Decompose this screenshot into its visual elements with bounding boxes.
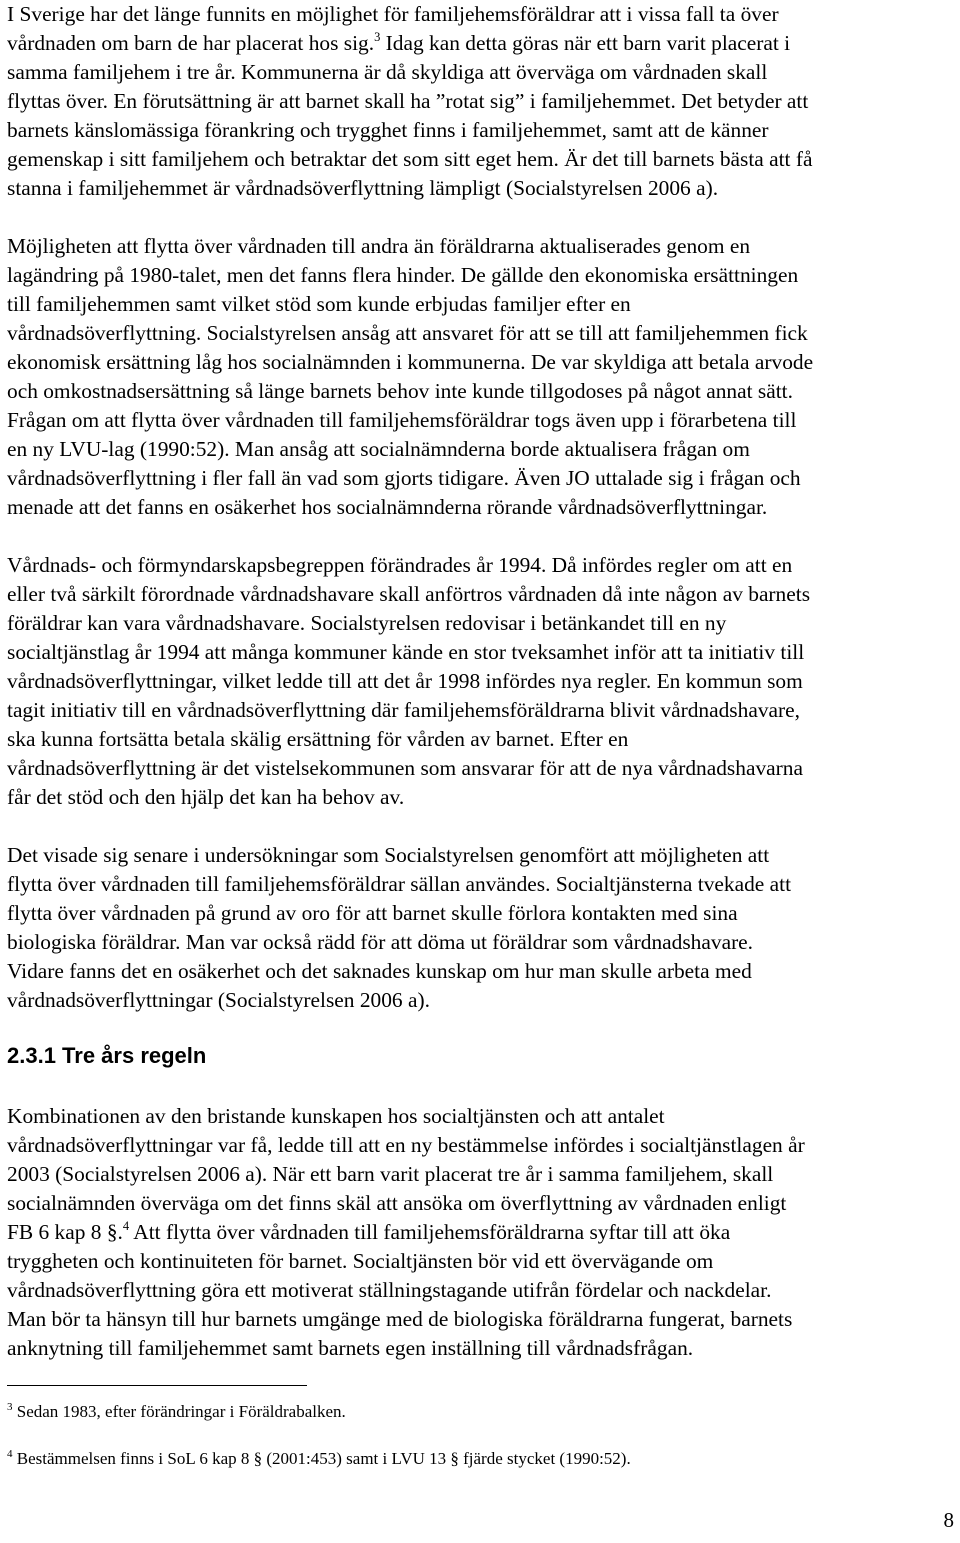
text-line: anknytning till familjehemmet samt barnets egen inställning till vårdnadsfrågan. <box>7 1336 694 1360</box>
text-line: eller två särkilt förordnade vårdnadshavare skall anförtros vårdnaden då inte någon av barnets <box>7 582 811 606</box>
text-line: Frågan om att flytta över vårdnaden till familjehemsföräldrar togs även upp i förarbetena till <box>7 408 797 432</box>
paragraph-3 <box>7 551 955 812</box>
section-paragraph-1 <box>7 1102 955 1363</box>
document-body <box>7 0 955 1015</box>
text-line: flytta över vårdnaden på grund av oro för att barnet skulle förlora kontakten med sina <box>7 901 738 925</box>
text-line: barnets känslomässiga förankring och trygghet finns i familjehemmet, samt att de känner <box>7 118 769 142</box>
text-line: föräldrar kan vara vårdnadshavare. Socialstyrelsen redovisar i betänkandet till en ny <box>7 611 727 635</box>
text-line: och omkostnadsersättning så länge barnets behov inte kunde tillgodoses på något annat sätt. <box>7 379 793 403</box>
text-line <box>7 1218 955 1247</box>
paragraph-2 <box>7 232 955 522</box>
paragraph-4 <box>7 841 955 1015</box>
footnote-text: Bestämmelsen finns i SoL 6 kap 8 § (2001:453) samt i LVU 13 § fjärde stycket (1990:52). <box>12 1449 631 1468</box>
text-line: flyttas över. En förutsättning är att barnet skall ha ”rotat sig” i familjehemmet. Det betyder att <box>7 89 809 113</box>
footnote-number: 3 <box>7 1401 13 1413</box>
paragraph-1 <box>7 0 955 203</box>
footnote-text: Sedan 1983, efter förändringar i Föräldrabalken. <box>12 1402 346 1421</box>
text-line: socialnämnden överväga om det finns skäl att ansöka om överflyttning av vårdnaden enligt <box>7 1191 787 1215</box>
text-line: gemenskap i sitt familjehem och betraktar det som sitt eget hem. Är det till barnets bästa att få <box>7 147 813 171</box>
text-line: Vidare fanns det en osäkerhet och det saknades kunskap om hur man skulle arbeta med <box>7 959 752 983</box>
text-line: tagit initiativ till en vårdnadsöverflyttning där familjehemsföräldrarna blivit vårdnadshavare, <box>7 698 800 722</box>
text-line: vårdnadsöverflyttning är det vistelsekommunen som ansvarar för att de nya vårdnadshavarna <box>7 756 803 780</box>
text-line: lagändring på 1980-talet, men det fanns flera hinder. De gällde den ekonomiska ersättningen <box>7 263 799 287</box>
text-line: flytta över vårdnaden till familjehemsföräldrar sällan användes. Socialtjänsterna tvekade att <box>7 872 792 896</box>
text-segment: Idag kan detta göras när ett barn varit placerat i <box>380 31 791 55</box>
text-line: vårdnadsöverflyttningar, vilket ledde till att det år 1998 infördes nya regler. En kommun som <box>7 669 803 693</box>
text-line: Man bör ta hänsyn till hur barnets umgänge med de biologiska föräldrarna fungerat, barnets <box>7 1307 793 1331</box>
text-line: menade att det fanns en osäkerhet hos socialnämnderna rörande vårdnadsöverflyttningar. <box>7 495 768 519</box>
text-line: vårdnadsöverflyttning göra ett motiverat ställningstagande utifrån fördelar och nackdelar. <box>7 1278 772 1302</box>
section-heading: 2.3.1 Tre års regeln <box>7 1043 207 1068</box>
text-line: Kombinationen av den bristande kunskapen hos socialtjänsten och att antalet <box>7 1104 665 1128</box>
page-number: 8 <box>943 1508 954 1532</box>
text-line: en ny LVU-lag (1990:52). Man ansåg att socialnämnderna borde aktualisera frågan om <box>7 437 750 461</box>
text-line: Möjligheten att flytta över vårdnaden till andra än föräldrarna aktualiserades genom en <box>7 234 751 258</box>
text-segment: FB 6 kap 8 §. <box>7 1220 123 1244</box>
text-line <box>7 29 955 58</box>
text-line: ska kunna fortsätta betala skälig ersättning för vården av barnet. Efter en <box>7 727 629 751</box>
text-line: ekonomisk ersättning låg hos socialnämnden i kommunerna. De var skyldiga att betala arvode <box>7 350 814 374</box>
footnote-ref-4[interactable]: 4 <box>122 1219 130 1233</box>
text-line: socialtjänstlag år 1994 att många kommuner kände en stor tveksamhet inför att ta initiativ till <box>7 640 805 664</box>
footnote-separator <box>7 1385 307 1386</box>
text-line: biologiska föräldrar. Man var också rädd för att döma ut föräldrar som vårdnadshavare. <box>7 930 754 954</box>
text-line: I Sverige har det länge funnits en möjlighet för familjehemsföräldrar att i vissa fall ta över <box>7 2 779 26</box>
text-line: vårdnadsöverflyttningar (Socialstyrelsen 2006 a). <box>7 988 430 1012</box>
text-line: samma familjehem i tre år. Kommunerna är då skyldiga att överväga om vårdnaden skall <box>7 60 768 84</box>
footnote-ref-3[interactable]: 3 <box>374 30 381 44</box>
text-line: 2003 (Socialstyrelsen 2006 a). När ett barn varit placerat tre år i samma familjehem, skall <box>7 1162 774 1186</box>
text-line: stanna i familjehemmet är vårdnadsöverflyttning lämpligt (Socialstyrelsen 2006 a). <box>7 176 719 200</box>
text-segment: vårdnaden om barn de har placerat hos sig. <box>7 31 375 55</box>
text-segment: Att flytta över vårdnaden till familjehemsföräldrarna syftar till att öka <box>129 1220 731 1244</box>
section-body <box>7 1102 955 1363</box>
text-line: vårdnadsöverflyttning. Socialstyrelsen ansåg att ansvaret för att se till att familjehemmen fick <box>7 321 808 345</box>
text-line: får det stöd och den hjälp det kan ha behov av. <box>7 785 405 809</box>
footnote-3 <box>7 1402 346 1422</box>
text-line: Vårdnads- och förmyndarskapsbegreppen förändrades år 1994. Då infördes regler om att en <box>7 553 793 577</box>
text-line: tryggheten och kontinuiteten för barnet. Socialtjänsten bör vid ett övervägande om <box>7 1249 714 1273</box>
footnote-number: 4 <box>7 1448 13 1460</box>
text-line: vårdnadsöverflyttningar var få, ledde till att en ny bestämmelse infördes i socialtjänstlagen år <box>7 1133 805 1157</box>
text-line: vårdnadsöverflyttning i fler fall än vad som gjorts tidigare. Även JO uttalade sig i frågan och <box>7 466 801 490</box>
footnote-4 <box>7 1449 631 1469</box>
text-line: Det visade sig senare i undersökningar som Socialstyrelsen genomfört att möjligheten att <box>7 843 770 867</box>
text-line: till familjehemmen samt vilket stöd som kunde erbjudas familjer efter en <box>7 292 631 316</box>
